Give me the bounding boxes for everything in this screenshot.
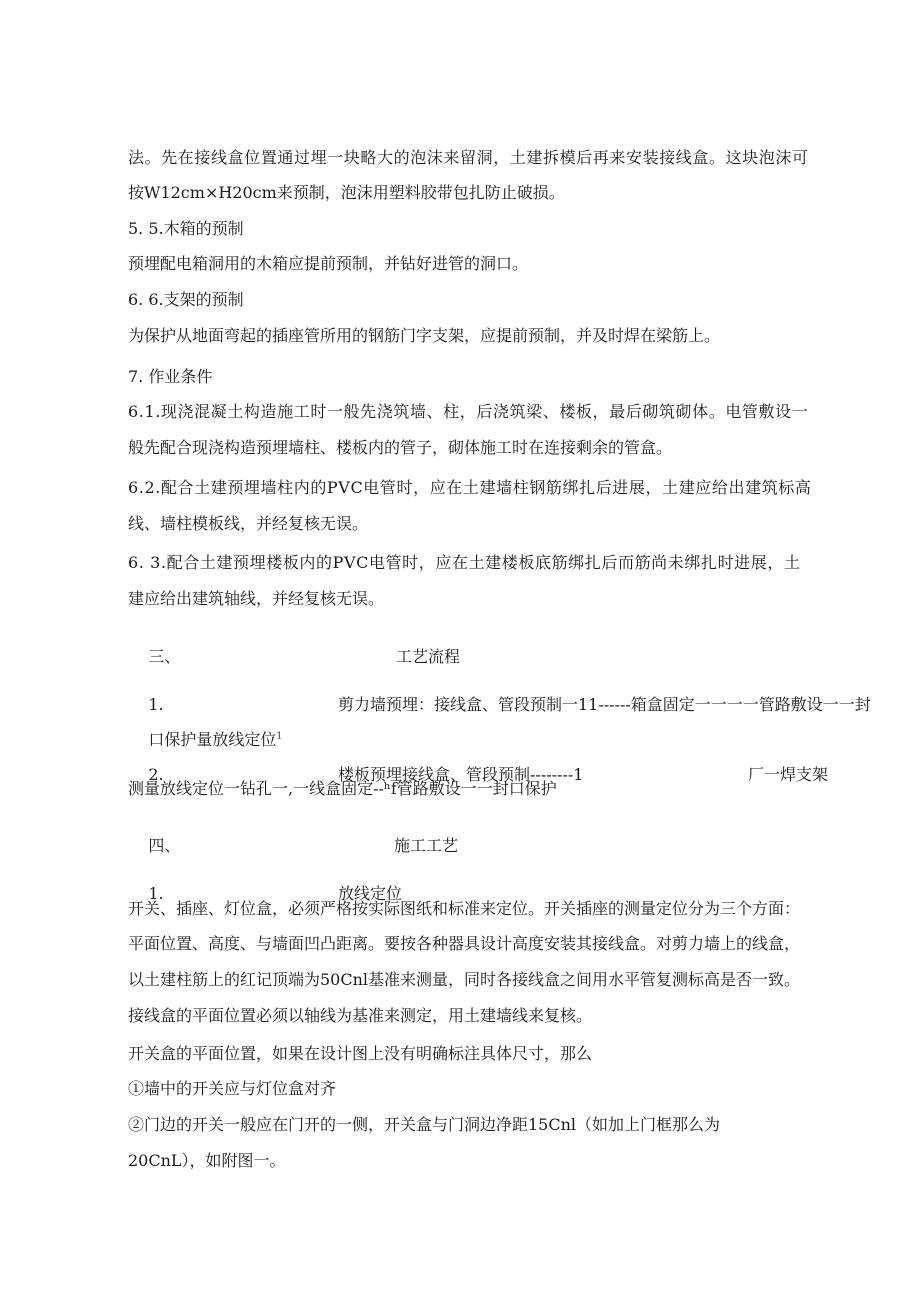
item-number: 2. — [148, 765, 164, 784]
paragraph-line: ①墙中的开关应与灯位盒对齐 — [128, 1079, 337, 1098]
section-heading: 7. 作业条件 — [128, 367, 213, 386]
item-text: 楼板预埋接线盒、管段预制--------1 — [338, 765, 584, 784]
paragraph-line: 6. 3.配合土建预埋楼板内的PVC电管时，应在土建楼板底筋绑扎后而筋尚未绑扎时进展，土 — [128, 553, 801, 572]
chapter-heading-process — [128, 624, 461, 666]
item-number: 1. — [148, 884, 164, 903]
list-item-1 — [128, 672, 871, 714]
paragraph-line: 6.2.配合土建预埋墙柱内的PVC电管时，应在土建墙柱钢筋绑扎后进展，土建应给出建筑标高 — [128, 478, 812, 497]
item-text: 放线定位 — [338, 884, 403, 903]
paragraph-line: 接线盒的平面位置必须以轴线为基准来测定，用土建墙线来复核。 — [128, 1006, 593, 1025]
paragraph-line: 预埋配电箱洞用的木箱应提前预制，并钻好进管的洞口。 — [128, 254, 529, 273]
paragraph-line: 为保护从地面弯起的插座管所用的钢筋门字支架，应提前预制，并及时焊在梁筋上。 — [128, 326, 721, 345]
list-item-3 — [128, 861, 403, 903]
footnote-mark: 1 — [276, 731, 283, 742]
line-text: 口保护量放线定位 — [148, 730, 277, 749]
paragraph-line: 线、墙柱模板线，并经复核无误。 — [128, 514, 369, 533]
list-item-2 — [128, 742, 829, 784]
paragraph-line: 开关、插座、灯位盒，必须严格按实际图纸和标准来定位。开关插座的测量定位分为三个方面： — [128, 899, 801, 918]
chapter-heading-construction — [128, 813, 459, 855]
section-heading: 6. 6.支架的预制 — [128, 290, 244, 309]
item-text-right: 厂一焊支架 — [748, 765, 829, 784]
paragraph-line: 法。先在接线盒位置通过埋一块略大的泡沫来留洞，土建拆模后再来安装接线盒。这块泡沫可 — [128, 148, 809, 167]
paragraph-line: 20CnL），如附图一。 — [128, 1151, 286, 1170]
paragraph-line: ②门边的开关一般应在门开的一侧，开关盒与门洞边净距15Cnl（如加上门框那么为 — [128, 1115, 721, 1134]
paragraph-line — [128, 707, 283, 749]
paragraph-line: 按W12cm×H20cm来预制，泡沫用塑料胶带包扎防止破损。 — [128, 183, 565, 202]
chapter-title: 工艺流程 — [396, 647, 461, 666]
item-number: 1. — [148, 695, 164, 714]
paragraph-line: 建应给出建筑轴线，并经复核无误。 — [128, 589, 385, 608]
item-text: 剪力墙预埋：接线盒、管段预制一11------箱盒固定一一一一管路敷设一一封 — [338, 695, 871, 714]
chapter-number: 四、 — [148, 836, 181, 855]
paragraph-line: 平面位置、高度、与墙面凹凸距离。要按各种器具设计高度安装其接线盒。对剪力墙上的线盒， — [128, 934, 801, 953]
paragraph-line: 以土建柱筋上的红记顶端为50Cnl基准来测量，同时各接线盒之间用水平管复测标高是否一致。 — [128, 970, 801, 989]
chapter-number: 三、 — [148, 647, 181, 666]
paragraph-line: 测量放线定位一钻孔一,一线盒固定--ʰf管路敷设一一封口保护 — [128, 779, 557, 798]
chapter-title: 施工工艺 — [394, 836, 459, 855]
paragraph-line: 般先配合现浇构造预埋墙柱、楼板内的管子，砌体施工时在连接剩余的管盒。 — [128, 438, 673, 457]
paragraph-line: 开关盒的平面位置，如果在设计图上没有明确标注具体尺寸，那么 — [128, 1044, 593, 1063]
paragraph-line: 6.1.现浇混凝土构造施工时一般先浇筑墙、柱，后浇筑梁、楼板，最后砌筑砌体。电管敷设一 — [128, 402, 809, 421]
section-heading: 5. 5.木箱的预制 — [128, 219, 244, 238]
